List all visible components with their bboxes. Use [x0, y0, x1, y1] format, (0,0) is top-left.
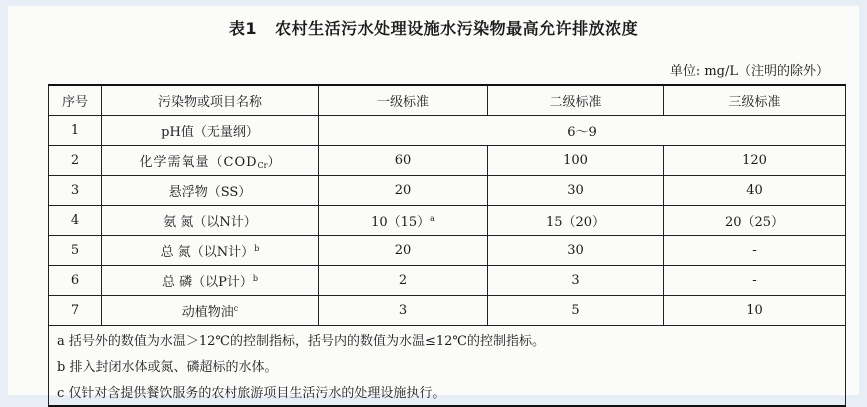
table-row [49, 266, 846, 296]
row-number: 6 [49, 266, 102, 296]
level3-value: 120 [664, 146, 846, 176]
table-row [49, 176, 846, 206]
row-number: 2 [49, 146, 102, 176]
level1-value: 60 [319, 146, 488, 176]
level2-value: 100 [488, 146, 664, 176]
pollutant-name: 氨 氮（以N计） [102, 206, 319, 236]
pollutant-name: 悬浮物（SS） [102, 176, 319, 206]
header-cell-level1: 一级标准 [319, 85, 488, 116]
table-row [49, 146, 846, 176]
pollutant-name: 总 磷（以P计）$^b$ [102, 266, 319, 296]
document-page [8, 6, 859, 401]
unit-note: 单位: mg/L（注明的除外） [669, 64, 829, 79]
footnote-row [49, 353, 846, 378]
merged-value-cell: 6～9 [319, 116, 846, 146]
level3-value: 20（25） [664, 206, 846, 236]
table-row [49, 296, 846, 326]
level3-value: - [664, 236, 846, 266]
footnote-row [49, 378, 846, 406]
footnote-row [49, 326, 846, 354]
pollutant-name: pH值（无量纲） [102, 116, 319, 146]
table-row [49, 236, 846, 266]
row-number: 5 [49, 236, 102, 266]
level2-value: 3 [488, 266, 664, 296]
pollutant-name: 化学需氧量$(COD_{Cr})$ [102, 146, 319, 176]
footnote-a: a 括号外的数值为水温＞12℃的控制指标，括号内的数值为水温≤12℃的控制指标。 [49, 326, 846, 354]
level1-value: 20 [319, 236, 488, 266]
header-cell-name: 污染物或项目名称 [102, 85, 319, 116]
row-number: 1 [49, 116, 102, 146]
table-row [49, 116, 846, 146]
header-cell-level2: 二级标准 [488, 85, 664, 116]
level1-value: $10(15)^a$ [319, 206, 488, 236]
footnote-mark: b [254, 244, 260, 253]
level2-value: 30 [488, 236, 664, 266]
emission-standards-table [48, 84, 846, 407]
footnote-mark: a [430, 214, 435, 223]
row-number: 7 [49, 296, 102, 326]
header-row [49, 85, 846, 116]
table-title [8, 16, 859, 39]
level2-value: 5 [488, 296, 664, 326]
footnote-b: b 排入封闭水体或氮、磷超标的水体。 [49, 353, 846, 378]
level2-value: 15（20） [488, 206, 664, 236]
level1-value: 2 [319, 266, 488, 296]
header-cell-no: 序号 [49, 85, 102, 116]
footnote-c: c 仅针对含提供餐饮服务的农村旅游项目生活污水的处理设施执行。 [49, 378, 846, 406]
subscript: Cr [257, 161, 268, 170]
pollutant-name: 总 氮（以N计）$^b$ [102, 236, 319, 266]
level2-value: 30 [488, 176, 664, 206]
footnote-mark: b [252, 274, 258, 283]
level3-value: 10 [664, 296, 846, 326]
row-number: 3 [49, 176, 102, 206]
table-row [49, 206, 846, 236]
table-title-text: 农村生活污水处理设施水污染物最高允许排放浓度 [275, 19, 639, 38]
level3-value: - [664, 266, 846, 296]
row-number: 4 [49, 206, 102, 236]
header-cell-level3: 三级标准 [664, 85, 846, 116]
level3-value: 40 [664, 176, 846, 206]
pollutant-name: 动植物油$^c$ [102, 296, 319, 326]
level1-value: 3 [319, 296, 488, 326]
footnote-mark: c [233, 304, 239, 313]
table-number: 表1 [228, 19, 258, 38]
level1-value: 20 [319, 176, 488, 206]
